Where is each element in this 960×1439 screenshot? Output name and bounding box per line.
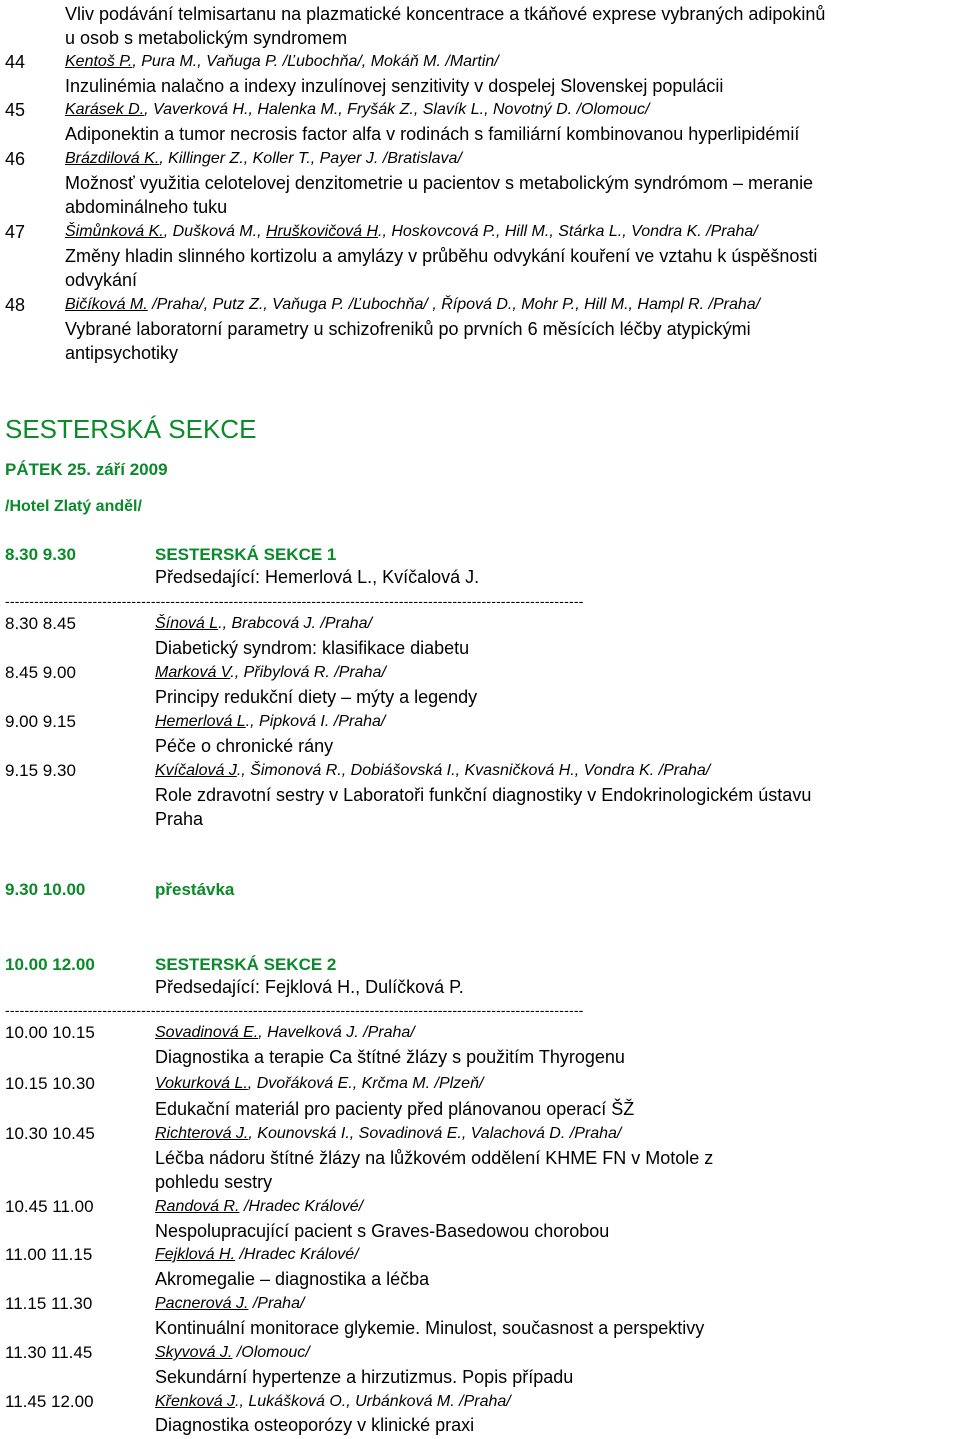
session1-name: SESTERSKÁ SEKCE 1 [155,545,337,564]
talk-title: Diagnostika a terapie Ca štítné žlázy s použitím Thyrogenu [155,1047,625,1067]
session1-time: 8.30 9.30 [5,545,76,564]
entry-authors [65,220,758,244]
talk-authors [155,1243,359,1267]
section-venue: /Hotel Zlatý anděl/ [5,498,142,515]
first-author: Marková V [155,664,231,681]
entry-title: antipsychotiky [65,343,179,363]
first-author: Bičíková M. [65,296,148,313]
other-authors: /Praha/, Putz Z., Vaňuga P. /Ľubochňa/ , Řípová D., Mohr P., Hill M., Hampl R. /Praha/ [147,296,761,313]
talk-authors [155,1390,511,1414]
talk-authors [155,759,710,783]
first-author: Šínová L [155,615,219,632]
other-authors: ., Brabcová J. /Praha/ [218,615,373,632]
talk-time: 9.15 9.30 [5,761,76,780]
coauthor: Hruškovičová H [265,223,378,240]
talk-time: 11.30 11.45 [5,1343,93,1362]
separator-line: ----------------------------------------------------------------------------------------------------------------------- [5,1002,584,1018]
first-author: Kvíčalová J [155,762,237,779]
other-authors: , Pura M., Vaňuga P. /Ľubochňa/, Mokáň M. /Martin/ [132,53,499,70]
talk-title: Role zdravotní sestry v Laboratoři funkční diagnostiky v Endokrinologickém ústavu [155,785,812,805]
first-author: Richterová J. [155,1125,249,1142]
other-authors: ., Přibylová R. /Praha/ [230,664,386,681]
first-author: Karásek D. [65,101,145,118]
talk-title: Nespolupracující pacient s Graves-Basedowou chorobou [155,1221,610,1241]
other-authors: /Hradec Králové/ [239,1198,364,1215]
talk-time: 11.00 11.15 [5,1245,93,1264]
talk-time: 10.30 10.45 [5,1124,95,1143]
first-author: Vokurková L. [155,1075,248,1092]
talk-title: Edukační materiál pro pacienty před plánovanou operací ŠŽ [155,1099,635,1119]
other-authors: ., Šimonová R., Dobiášovská I., Kvasničková H., Vondra K. /Praha/ [236,762,711,779]
talk-time: 9.00 9.15 [5,712,76,731]
entry-title: Možnosť využitia celotelovej denzitometrie u pacientov s metabolickým syndrómom – meranie [65,173,814,193]
entry-authors [65,293,760,317]
talk-time: 11.15 11.30 [5,1294,93,1313]
talk-title: Principy redukční diety – mýty a legendy [155,687,478,707]
talk-title: Péče o chronické rány [155,736,334,756]
talk-authors [155,1292,304,1316]
break-label: přestávka [155,880,235,899]
talk-title: Praha [155,809,204,829]
talk-authors [155,612,372,636]
other-authors: , Havelková J. /Praha/ [258,1024,415,1041]
talk-title: Diagnostika osteoporózy v klinické praxi [155,1415,475,1435]
entry-authors [65,50,499,74]
entry-number: 46 [5,149,26,169]
other-authors: /Praha/ [248,1295,305,1312]
session2-name: SESTERSKÁ SEKCE 2 [155,955,337,974]
other-authors: ., Pipková I. /Praha/ [245,713,386,730]
other-authors: , Dvořáková E., Krčma M. /Plzeň/ [247,1075,484,1092]
talk-authors [155,1021,415,1045]
other-authors: , Dušková M., [163,223,266,240]
first-author: Hemerlová L [155,713,246,730]
entry-number: 44 [5,52,26,72]
talk-authors [155,1341,310,1365]
first-author: Pacnerová J. [155,1295,249,1312]
break-time: 9.30 10.00 [5,880,86,899]
section-title: SESTERSKÁ SEKCE [5,414,257,444]
talk-time: 10.15 10.30 [5,1074,95,1093]
session2-chairs: Předsedající: Fejklová H., Dulíčková P. [155,977,464,997]
talk-time: 10.00 10.15 [5,1023,95,1042]
first-author: Brázdilová K. [65,150,160,167]
first-author: Randová R. [155,1198,240,1215]
talk-authors [155,1072,483,1096]
talk-time: 11.45 12.00 [5,1392,94,1411]
entry-number: 47 [5,222,26,242]
first-author: Sovadinová E. [155,1024,259,1041]
entry-authors [65,98,649,122]
entry-title: Adiponektin a tumor necrosis factor alfa v rodinách s familiární kombinovanou hyperlipidémií [65,124,800,144]
entry-title: Inzulinémia nalačno a indexy inzulínovej senzitivity v dospelej Slovenskej populácii [65,76,724,96]
entry-authors [65,147,462,171]
other-authors: ., Hoskovcová P., Hill M., Stárka L., Vondra K. /Praha/ [378,223,758,240]
talk-title: Sekundární hypertenze a hirzutizmus. Popis případu [155,1367,574,1387]
entry-43-title-line1: Vliv podávání telmisartanu na plazmatické koncentrace a tkáňové exprese vybraných adipokinů [65,4,826,24]
session2-time: 10.00 12.00 [5,955,95,974]
first-author: Křenková J [155,1393,236,1410]
talk-time: 10.45 11.00 [5,1197,94,1216]
talk-authors [155,710,385,734]
separator-line: ----------------------------------------------------------------------------------------------------------------------- [5,593,584,609]
other-authors: , Killinger Z., Koller T., Payer J. /Bratislava/ [159,150,462,167]
other-authors: ., Lukášková O., Urbánková M. /Praha/ [235,1393,511,1410]
first-author: Fejklová H. [155,1246,236,1263]
talk-title: Diabetický syndrom: klasifikace diabetu [155,638,470,658]
talk-title: Akromegalie – diagnostika a léčba [155,1269,430,1289]
other-authors: /Hradec Králové/ [235,1246,359,1263]
talk-title: Kontinuální monitorace glykemie. Minulost, současnost a perspektivy [155,1318,705,1338]
entry-title: Vybrané laboratorní parametry u schizofreniků po prvních 6 měsících léčby atypickými [65,319,751,339]
talk-authors [155,661,386,685]
talk-title: pohledu sestry [155,1172,273,1192]
entry-43-title-line2: u osob s metabolickým syndromem [65,28,348,48]
talk-authors [155,1195,363,1219]
first-author: Skyvová J. [155,1344,233,1361]
talk-title: Léčba nádoru štítné žlázy na lůžkovém oddělení KHME FN v Motole z [155,1148,714,1168]
talk-time: 8.45 9.00 [5,663,76,682]
entry-title: abdominálneho tuku [65,197,228,217]
session1-chairs: Předsedající: Hemerlová L., Kvíčalová J. [155,567,480,587]
other-authors: , Kounovská I., Sovadinová E., Valachová D. /Praha/ [248,1125,622,1142]
other-authors: /Olomouc/ [232,1344,310,1361]
first-author: Šimůnková K. [65,223,164,240]
entry-title: Změny hladin slinného kortizolu a amylázy v průběhu odvykání kouření ve vztahu k úspěšnosti [65,246,818,266]
entry-number: 48 [5,295,26,315]
other-authors: , Vaverková H., Halenka M., Fryšák Z., Slavík L., Novotný D. /Olomouc/ [144,101,650,118]
first-author: Kentoš P. [65,53,133,70]
entry-number: 45 [5,100,26,120]
section-day: PÁTEK 25. září 2009 [5,460,168,479]
talk-time: 8.30 8.45 [5,614,76,633]
entry-title: odvykání [65,270,138,290]
talk-authors [155,1122,621,1146]
